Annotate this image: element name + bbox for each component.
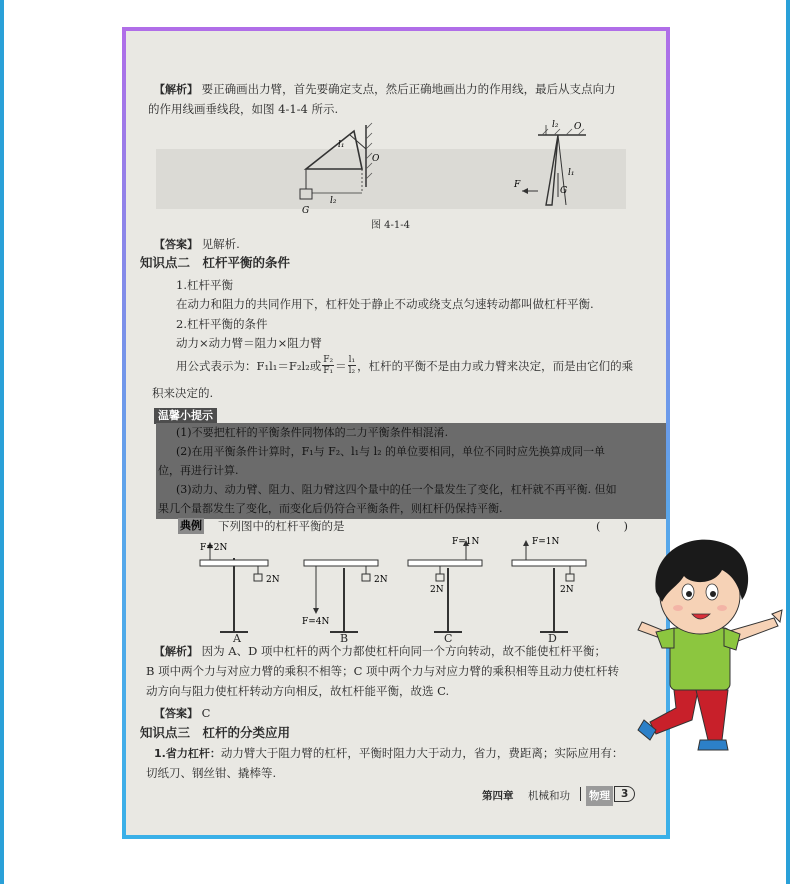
fig-right-g: G — [560, 186, 568, 196]
fig-left-l1: l₁ — [338, 140, 345, 150]
kp2-title: 知识点二 杠杆平衡的条件 — [140, 255, 291, 270]
example-bracket: ( ) — [596, 519, 628, 533]
analysis1-text1: 要正确画出力臂，首先要确定支点，然后正确地画出力的作用线，最后从支点向力 — [201, 82, 616, 96]
analysis1-tag: 【解析】 — [154, 83, 198, 96]
textbook-page — [126, 31, 666, 835]
formula-frac2 — [348, 355, 357, 376]
tip-label: 温馨小提示 — [154, 408, 217, 424]
tip-line2: (2)在用平衡条件计算时，F₁与 F₂、l₁与 l₂ 的单位要相同，单位不同时应先换算成同一单 — [176, 445, 606, 458]
formula-prefix: 用公式表示为：F₁l₁＝F₂l₂或 — [176, 358, 322, 373]
kp3-s1-line2: 切纸刀、钢丝钳、撬棒等. — [146, 766, 277, 780]
option-d-force: F=1N — [532, 537, 560, 547]
option-d-weight: 2N — [560, 585, 574, 595]
formula-frac1 — [322, 355, 334, 376]
frac1-num: F₂ — [323, 355, 334, 365]
option-a-diagram — [200, 542, 268, 632]
frac2-num: l₁ — [348, 355, 356, 365]
tip-box — [156, 423, 666, 519]
answer2-text: C — [201, 706, 211, 720]
option-c-weight: 2N — [430, 585, 444, 595]
tip-line3: 位，再进行计算. — [158, 464, 239, 477]
option-b-force: F=4N — [302, 617, 330, 627]
figure-4-1-4 — [276, 117, 606, 216]
kp3-s1-line — [154, 743, 623, 764]
tip-line4: (3)动力、动力臂、阻力、阻力臂这四个量中的任一个量发生了变化，杠杆就不再平衡. 但如 — [176, 483, 617, 496]
footer-page-number: 3 — [614, 786, 635, 802]
frac1-den: F₁ — [323, 366, 334, 376]
answer2-line — [154, 703, 210, 724]
kp3-s1-text: 动力臂大于阻力臂的杠杆，平衡时阻力大于动力，省力，费距离；实际应用有： — [220, 746, 624, 760]
option-d-diagram — [512, 540, 586, 632]
frac2-den: l₂ — [348, 366, 356, 376]
fig-left-g: G — [302, 206, 310, 216]
kp2-formula-line2: 积来决定的. — [152, 386, 214, 400]
answer1-line — [154, 234, 240, 255]
right-edge-stripe — [786, 0, 790, 884]
left-edge-stripe — [0, 0, 4, 884]
kp3-title: 知识点三 杠杆的分类应用 — [140, 725, 291, 740]
analysis2-tag: 【解析】 — [154, 645, 198, 658]
analysis1-line1 — [154, 79, 616, 100]
option-c-diagram — [408, 540, 482, 632]
fig-right-o: O — [574, 122, 582, 132]
footer-title: 机械和功 — [528, 790, 570, 802]
answer2-tag: 【答案】 — [154, 707, 198, 720]
cartoon-boy-mascot — [634, 530, 784, 755]
fig-left-o: O — [372, 154, 380, 164]
analysis2-line2: B 项中两个力与对应力臂的乘积不相等；C 项中两个力与对应力臂的乘积相等且动力使杠杆转 — [146, 664, 620, 678]
analysis2-line3: 动方向与阻力使杠杆转动方向相反，故杠杆能平衡，故选 C. — [146, 684, 450, 698]
option-a-force: F=2N — [200, 543, 228, 553]
option-d-letter: D — [548, 632, 557, 645]
fig-left-l2: l₂ — [330, 196, 337, 206]
answer1-text: 见解析. — [201, 237, 240, 251]
option-a-weight: 2N — [266, 575, 280, 585]
formula-suffix: ，杠杆的平衡不是由力或力臂来决定，而是由它们的乘 — [357, 358, 634, 373]
option-b-letter: B — [340, 632, 349, 645]
footer-chapter: 第四章 — [482, 790, 514, 802]
kp2-s1-text: 在动力和阻力的共同作用下，杠杆处于静止不动或绕支点匀速转动都叫做杠杆平衡. — [176, 297, 594, 311]
example-question: 下列图中的杠杆平衡的是 — [218, 519, 345, 533]
option-a-letter: A — [233, 632, 241, 645]
formula-eq: ＝ — [335, 358, 347, 373]
fig-right-l1: l₁ — [568, 168, 575, 178]
figure-right-lever — [522, 125, 586, 205]
fig-right-f: F — [514, 180, 521, 190]
option-b-weight: 2N — [374, 575, 388, 585]
kp2-s2-text: 动力×动力臂＝阻力×阻力臂 — [176, 336, 322, 350]
analysis1-line2: 的作用线画垂线段，如图 4-1-4 所示. — [148, 102, 339, 116]
analysis2-line1 — [154, 641, 606, 662]
option-c-force: F=1N — [452, 537, 480, 547]
tip-line5: 果几个量都发生了变化，而变化后仍符合平衡条件，则杠杆仍保持平衡. — [158, 502, 503, 515]
fig-right-l2: l₂ — [552, 120, 559, 130]
figure-caption: 图 4-1-4 — [371, 220, 411, 231]
answer1-tag: 【答案】 — [154, 238, 198, 251]
kp3-s1-title: 1.省力杠杆： — [154, 747, 221, 760]
footer-divider — [580, 787, 581, 801]
kp2-formula — [176, 355, 633, 376]
kp2-s1-title: 1.杠杆平衡 — [176, 278, 233, 292]
example-options — [186, 536, 626, 646]
tip-line1: (1)不要把杠杆的平衡条件同物体的二力平衡条件相混淆. — [176, 426, 449, 439]
footer-subject: 物理 — [586, 786, 613, 806]
kp2-s2-title: 2.杠杆平衡的条件 — [176, 317, 268, 331]
figure-left-lever — [300, 123, 372, 199]
example-label: 典例 — [180, 519, 202, 532]
analysis2-text1: 因为 A、D 项中杠杆的两个力都使杠杆向同一个方向转动，故不能使杠杆平衡； — [201, 644, 606, 658]
page-frame — [122, 27, 670, 839]
option-c-letter: C — [444, 632, 453, 645]
